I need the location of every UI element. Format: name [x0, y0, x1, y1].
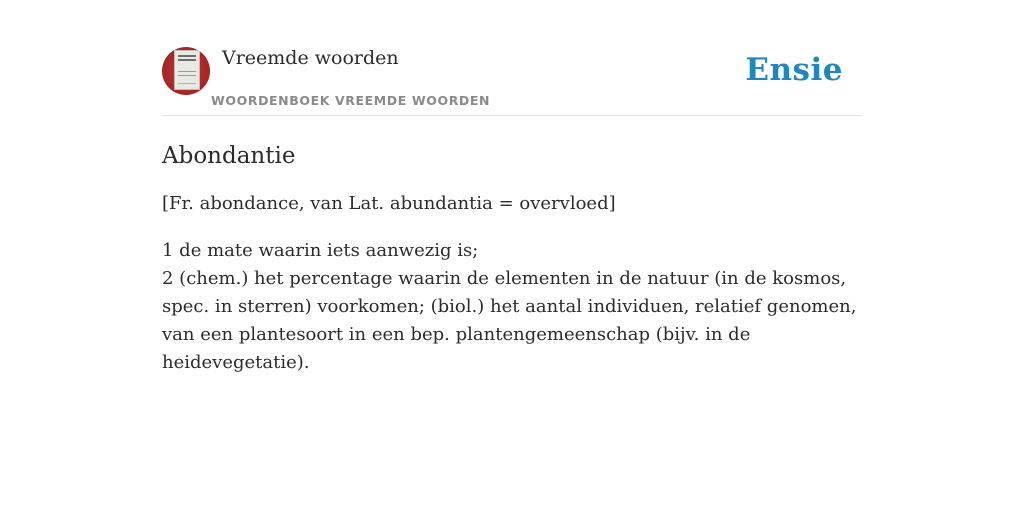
entry-definitions: [162, 237, 862, 377]
entry-word: Abondantie: [162, 143, 296, 169]
dictionary-subtitle: WOORDENBOEK VREEMDE WOORDEN: [211, 93, 491, 108]
definition-1: 1 de mate waarin iets aanwezig is;: [162, 240, 479, 261]
ensie-logo-link[interactable]: Ensie: [745, 52, 843, 88]
entry-etymology: [Fr. abondance, van Lat. abundantia = overvloed]: [162, 193, 616, 214]
book-cover: [174, 50, 200, 90]
dictionary-header: [162, 44, 862, 116]
definition-2: 2 (chem.) het percentage waarin de elementen in de natuur (in de kosmos, spec. in sterren) voorkomen; (biol.) het aantal individuen, relatief genomen, van een plantesoort in een bep. plantengemeenschap (bijv. in de heidevegetatie).: [162, 268, 857, 373]
dictionary-title-link[interactable]: Vreemde woorden: [222, 47, 399, 69]
dictionary-entry-page: [162, 44, 862, 377]
book-cover-icon[interactable]: [162, 47, 210, 95]
